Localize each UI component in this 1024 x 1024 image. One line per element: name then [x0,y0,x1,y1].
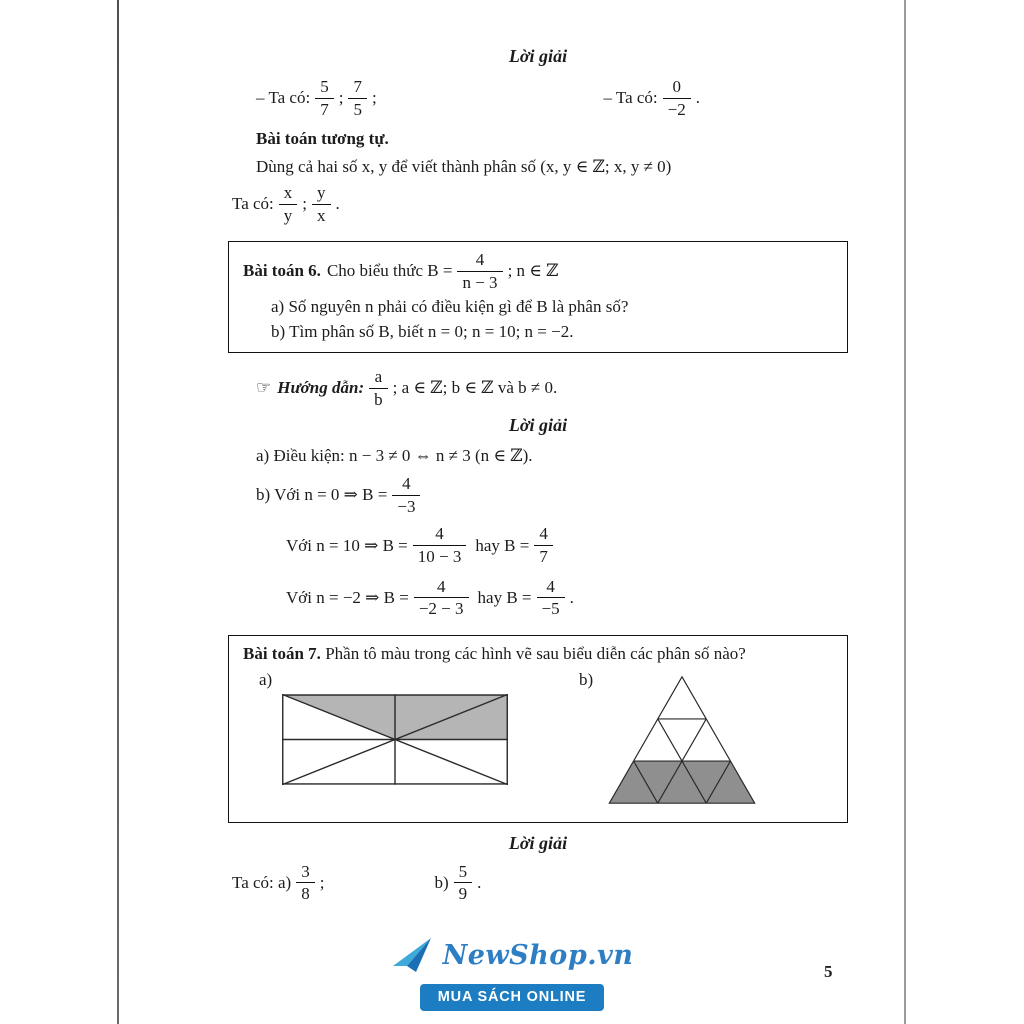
solution-6-line-b2 [228,524,848,566]
separator: ; [302,194,307,214]
problem-7-figures [243,670,833,808]
figure-b-label: b) [579,669,594,689]
figure-a-rectangle [282,694,508,785]
fraction-numerator: 0 [663,77,691,99]
b2-text: Với n = 10 ⇒ B = [286,535,408,555]
solution-6-line-b3 [228,577,848,619]
taco-right-label: – Ta có: [603,88,658,108]
pointing-hand-icon: ☞ [256,378,272,398]
fraction-numerator: a [369,367,388,389]
problem-6-item-b: b) Tìm phân số B, biết n = 0; n = 10; n = −2. [271,322,574,342]
similar-problem-title: Bài toán tương tự. [256,129,389,149]
fraction-4-10-3 [413,524,467,566]
figure-b-group [579,670,761,808]
figure-b-triangle [603,672,761,808]
fraction-numerator: y [312,183,331,205]
fraction-4-7 [534,524,553,566]
problem-7-box [228,635,848,823]
taco-right-group [603,77,700,119]
taco-left-label: – Ta có: [256,88,311,108]
fraction-0-neg2 [663,77,691,119]
fraction-denominator: 5 [353,99,362,119]
similar-problem-body: Dùng cả hai số x, y để viết thành phân số (x, y ∈ ℤ; x, y ≠ 0) [256,157,672,177]
problem-6-items [243,297,833,342]
fraction-denominator: 7 [320,99,329,119]
period: . [695,88,700,108]
answer-b-label: b) [434,872,449,892]
problem-6-condition: ; n ∈ ℤ [507,261,559,281]
problem-6-number: Bài toán 6. [243,261,321,281]
hint-line [228,367,848,409]
fraction-4-n-3 [457,250,502,292]
fraction-numerator: 7 [348,77,367,99]
hint-label: Hướng dẫn: [277,378,365,398]
separator: ; [371,88,377,108]
fraction-numerator: x [279,183,298,205]
fraction-y-x [312,183,331,225]
problem-6-box [228,241,848,353]
figure-b-shaded-region [609,761,754,803]
fraction-numerator: 4 [414,577,469,599]
fraction-numerator: 4 [537,577,565,599]
page-number: 5 [824,962,833,981]
line-taco-top [228,77,848,119]
fraction-4-neg2-3 [414,577,469,619]
mua-sach-online-badge: MUA SÁCH ONLINE [420,984,604,1011]
separator: ; [338,88,344,108]
fraction-denominator: −3 [397,496,416,516]
problem-7-title-line [243,644,833,664]
fraction-3-8 [296,862,315,904]
period: . [335,194,340,214]
fraction-denominator: −2 [667,99,686,119]
fraction-x-y [279,183,298,225]
fraction-numerator: 5 [315,77,334,99]
b1-text: b) Với n = 0 ⇒ B = [256,485,388,505]
separator: ; [319,872,325,892]
solution-heading-bottom: Lời giải [508,832,568,853]
problem-7-number: Bài toán 7. [243,643,321,663]
fraction-denominator: 8 [301,884,310,904]
fraction-denominator: 9 [458,884,468,904]
fraction-4-neg5 [537,577,565,619]
arrow-logo-icon [391,936,435,974]
figure-a-group [259,670,565,785]
page-edge-left [117,0,119,1024]
b3-text: Với n = −2 ⇒ B = [286,587,409,607]
problem-6-statement: Cho biểu thức B = [326,261,453,281]
fraction-numerator: 4 [534,524,553,546]
fraction-5-7 [315,77,334,119]
problem-6-title-line [243,250,833,292]
solution-heading-middle: Lời giải [508,415,568,436]
b2-mid-text: hay B = [475,535,530,555]
fraction-5-9 [454,862,473,904]
fraction-numerator: 3 [296,862,315,884]
fraction-denominator: −2 − 3 [418,599,464,619]
fraction-denominator: −5 [541,599,560,619]
fraction-numerator: 4 [457,250,502,272]
problem-7-statement: Phần tô màu trong các hình vẽ sau biểu diễn các phân số nào? [325,643,746,663]
figure-a-label: a) [259,669,273,689]
period: . [477,872,482,892]
taco-xy-label: Ta có: [232,194,274,214]
page-edge-right [904,0,906,1024]
b3-mid-text: hay B = [477,587,532,607]
fraction-denominator: y [283,205,293,225]
fraction-numerator: 5 [454,862,473,884]
fraction-denominator: b [374,389,383,409]
solution-6-line-a: a) Điều kiện: n − 3 ≠ 0 ⇔ n ≠ 3 (n ∈ ℤ). [256,446,533,466]
fraction-numerator: 4 [413,524,467,546]
line-taco-xy [228,183,848,225]
solution-6-line-b1 [228,474,848,516]
answer-a-label: Ta có: a) [232,872,292,892]
fraction-7-5 [348,77,367,119]
newshop-logo [391,936,634,974]
figure-a-grid-lines [282,694,508,784]
fraction-denominator: n − 3 [462,272,498,292]
bookshop-watermark [0,936,1024,1011]
fraction-4-neg3 [392,474,420,516]
page-content [228,46,848,904]
answer-b-group [434,862,481,904]
newshop-logo-text: NewShop.vn [442,939,634,971]
fraction-denominator: x [317,205,326,225]
solution-7-answers [228,862,848,904]
fraction-a-b [369,367,388,409]
fraction-denominator: 10 − 3 [417,547,462,567]
fraction-denominator: 7 [539,547,548,567]
fraction-numerator: 4 [392,474,420,496]
solution-heading-top: Lời giải [508,46,568,66]
period: . [569,587,574,607]
problem-6-item-a: a) Số nguyên n phải có điều kiện gì để B là phân số? [271,297,629,317]
hint-rest: ; a ∈ ℤ; b ∈ ℤ và b ≠ 0. [392,378,558,398]
